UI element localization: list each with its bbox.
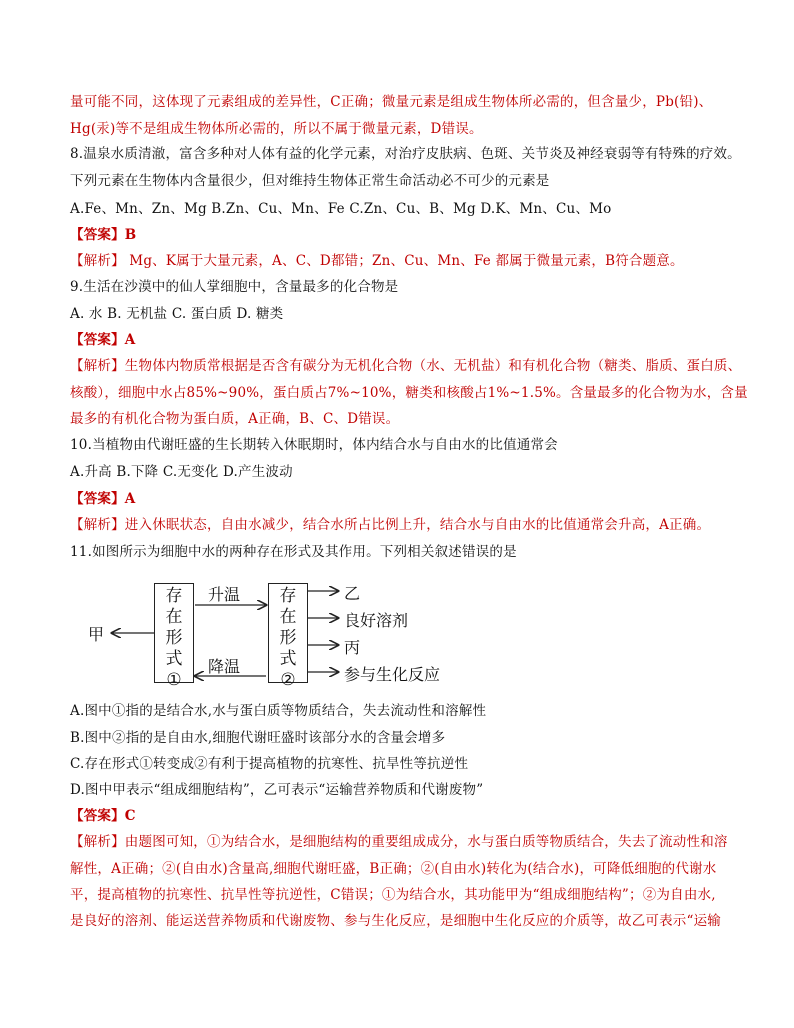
question-line: B.图中②指的是自由水,细胞代谢旺盛时该部分水的含量会增多 <box>70 730 446 746</box>
box2-char: 在 <box>279 607 297 627</box>
label-warm: 升温 <box>208 585 241 604</box>
explanation-line: 是良好的溶剂、能运送营养物质和代谢废物、参与生化反应，是细胞中生化反应的介质等，故乙可表示“运输 <box>70 913 721 929</box>
question-line: 11.如图所示为细胞中水的两种存在形式及其作用。下列相关叙述错误的是 <box>70 544 517 560</box>
box1-char: ① <box>166 670 182 690</box>
answer-label: 【答案】A <box>70 332 136 348</box>
box-form-1 <box>154 583 194 690</box>
explanation-line: 量可能不同，这体现了元素组成的差异性，C正确；微量元素是组成生物体所必需的，但含量少，Pb(铅)、 <box>70 94 713 110</box>
label-jia: 甲 <box>88 625 105 644</box>
answer-label: 【答案】C <box>70 808 136 824</box>
explanation-line: 【解析】 Mg、K属于大量元素，A、C、D都错；Zn、Cu、Mn、Fe 都属于微量元素，B符合题意。 <box>70 253 684 269</box>
explanation-line: 平，提高植物的抗寒性、抗旱性等抗逆性，C错误；①为结合水，其功能甲为“组成细胞结构”；②为自由水, <box>70 887 716 903</box>
box1-char: 式 <box>165 649 183 669</box>
question-line: 下列元素在生物体内含量很少，但对维持生物体正常生命活动必不可少的元素是 <box>70 173 550 189</box>
answer-label: 【答案】B <box>70 227 137 243</box>
explanation-line: 解性，A正确；②(自由水)含量高,细胞代谢旺盛，B正确；②(自由水)转化为(结合水)，可降低细胞的代谢水 <box>70 861 717 877</box>
question-line: A.升高 B.下降 C.无变化 D.产生波动 <box>70 464 293 480</box>
explanation-line: 【解析】生物体内物质常根据是否含有碳分为无机化合物（水、无机盐）和有机化合物（糖类、脂质、蛋白质、 <box>70 358 742 374</box>
explanation-line: 核酸），细胞中水占85%~90%，蛋白质占7%~10%，糖类和核酸占1%~1.5%。含量最多的化合物为水，含量 <box>70 385 748 401</box>
question-line: A.图中①指的是结合水,水与蛋白质等物质结合，失去流动性和溶解性 <box>70 703 487 719</box>
question-line: A. 水 B. 无机盐 C. 蛋白质 D. 糖类 <box>70 306 284 322</box>
label-reaction: 参与生化反应 <box>344 665 441 684</box>
box1-char: 在 <box>165 607 183 627</box>
box1-char: 形 <box>165 628 183 648</box>
box2-char: 式 <box>279 649 297 669</box>
label-cool: 降温 <box>208 657 241 676</box>
explanation-line: 【解析】进入休眠状态，自由水减少，结合水所占比例上升，结合水与自由水的比值通常会升高，A正确。 <box>70 517 711 533</box>
question-line: C.存在形式①转变成②有利于提高植物的抗寒性、抗旱性等抗逆性 <box>70 756 469 772</box>
question-line: 10.当植物由代谢旺盛的生长期转入休眠期时，体内结合水与自由水的比值通常会 <box>70 437 558 453</box>
label-solvent: 良好溶剂 <box>344 611 409 630</box>
explanation-line: 最多的有机化合物为蛋白质，A正确，B、C、D错误。 <box>70 411 400 427</box>
box1-char: 存 <box>165 586 183 606</box>
box2-char: ② <box>280 670 296 690</box>
box-form-2 <box>268 583 308 690</box>
question-line: A.Fe、Mn、Zn、Mg B.Zn、Cu、Mn、Fe C.Zn、Cu、B、Mg D.K、Mn、Cu、Mo <box>70 201 612 217</box>
box2-char: 形 <box>279 628 297 648</box>
label-bing: 丙 <box>344 638 361 657</box>
question-line: D.图中甲表示“组成细胞结构”，乙可表示“运输营养物质和代谢废物” <box>70 782 484 798</box>
box2-char: 存 <box>279 586 297 606</box>
question-line: 9.生活在沙漠中的仙人掌细胞中，含量最多的化合物是 <box>70 279 399 295</box>
explanation-line: 【解析】由题图可知，①为结合水，是细胞结构的重要组成成分，水与蛋白质等物质结合，失去了流动性和溶 <box>70 834 728 850</box>
water-forms-diagram <box>88 578 488 688</box>
label-yi: 乙 <box>344 584 361 603</box>
explanation-line: Hg(汞)等不是组成生物体所必需的，所以不属于微量元素，D错误。 <box>70 121 483 137</box>
answer-label: 【答案】A <box>70 491 136 507</box>
question-line: 8.温泉水质清澈，富含多种对人体有益的化学元素，对治疗皮肤病、色斑、关节炎及神经衰弱等有特殊的疗效。 <box>70 146 741 162</box>
